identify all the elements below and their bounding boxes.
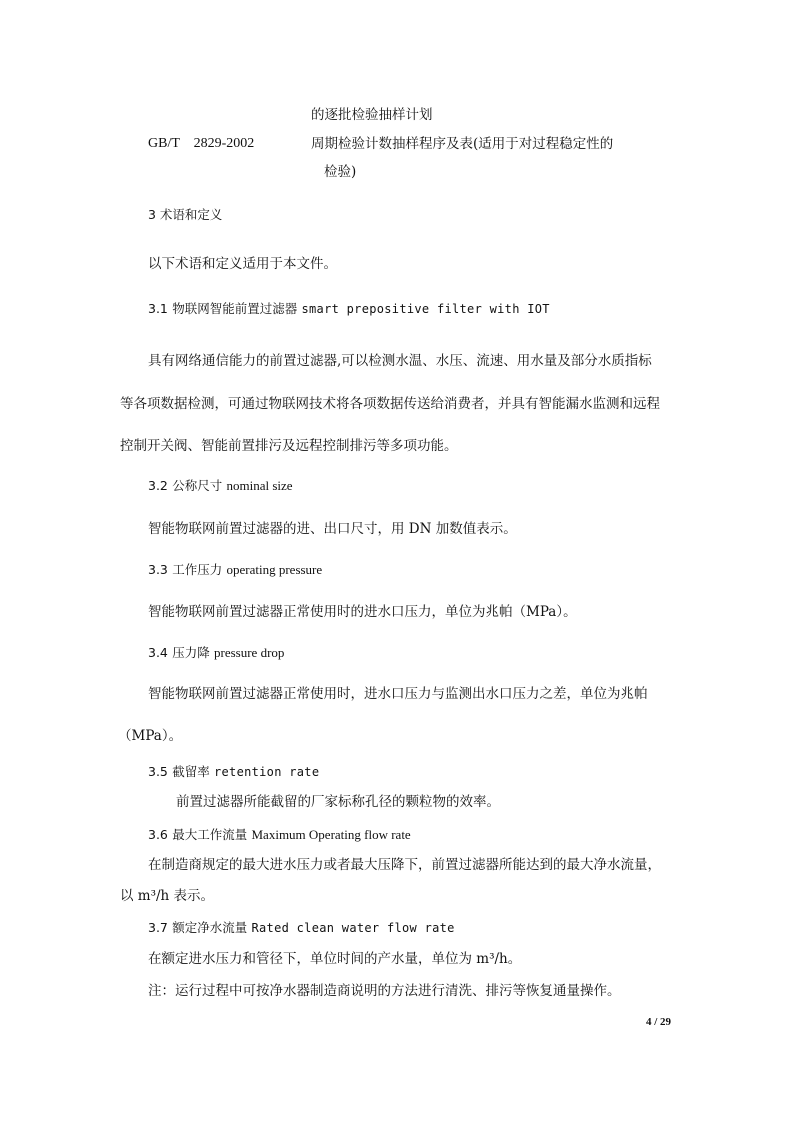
term-3-1-def-line1: 具有网络通信能力的前置过滤器,可以检测水温、水压、流速、用水量及部分水质指标 — [148, 353, 652, 369]
term-3-4-number: 3.4 — [148, 645, 168, 660]
term-3-5-zh: 截留率 — [172, 764, 210, 779]
term-3-7-note: 注：运行过程中可按净水器制造商说明的方法进行清洗、排污等恢复通量操作。 — [148, 983, 621, 999]
term-3-1-heading — [148, 300, 550, 318]
term-3-2-def: 智能物联网前置过滤器的进、出口尺寸，用 DN 加数值表示。 — [148, 521, 517, 537]
section-3-intro: 以下术语和定义适用于本文件。 — [148, 256, 337, 272]
ref-continuation: 的逐批检验抽样计划 — [311, 107, 433, 123]
term-3-1-zh: 物联网智能前置过滤器 — [172, 301, 298, 316]
term-3-3-zh: 工作压力 — [172, 562, 223, 577]
term-3-4-zh: 压力降 — [172, 645, 210, 660]
term-3-5-heading — [148, 763, 319, 781]
term-3-5-def: 前置过滤器所能截留的厂家标称孔径的颗粒物的效率。 — [176, 794, 500, 810]
term-3-4-en: pressure drop — [214, 645, 285, 660]
term-3-2-heading — [148, 477, 293, 495]
term-3-3-en: operating pressure — [226, 562, 323, 577]
term-3-4-def-line2: （MPa）。 — [118, 728, 183, 744]
term-3-1-def-line2: 等各项数据检测，可通过物联网技术将各项数据传送给消费者，并具有智能漏水监测和远程 — [120, 396, 660, 412]
term-3-6-zh: 最大工作流量 — [172, 827, 248, 842]
term-3-3-number: 3.3 — [148, 562, 168, 577]
term-3-7-en: Rated clean water flow rate — [251, 921, 455, 935]
term-3-2-zh: 公称尺寸 — [172, 478, 223, 493]
ref-title-line2: 检验) — [324, 164, 357, 180]
term-3-7-number: 3.7 — [148, 920, 168, 935]
term-3-1-def-line3: 控制开关阀、智能前置排污及远程控制排污等多项功能。 — [120, 438, 458, 454]
term-3-5-en: retention rate — [214, 765, 320, 779]
ref-code: GB/T 2829-2002 — [148, 136, 255, 151]
term-3-2-en: nominal size — [226, 478, 293, 493]
term-3-7-def: 在额定进水压力和管径下，单位时间的产水量，单位为 m³/h。 — [148, 951, 522, 967]
term-3-6-def-line2: 以 m³/h 表示。 — [120, 888, 215, 904]
term-3-7-zh: 额定净水流量 — [172, 920, 248, 935]
term-3-3-def: 智能物联网前置过滤器正常使用时的进水口压力，单位为兆帕（MPa）。 — [148, 604, 577, 620]
term-3-2-number: 3.2 — [148, 478, 168, 493]
section-3-heading: 3 术语和定义 — [148, 207, 223, 222]
ref-title-line1: 周期检验计数抽样程序及表(适用于对过程稳定性的 — [311, 136, 614, 152]
term-3-5-number: 3.5 — [148, 764, 168, 779]
term-3-7-heading — [148, 919, 455, 937]
term-3-6-def-line1: 在制造商规定的最大进水压力或者最大压降下，前置过滤器所能达到的最大净水流量， — [148, 857, 661, 873]
term-3-6-heading — [148, 826, 411, 844]
term-3-6-number: 3.6 — [148, 827, 168, 842]
term-3-4-def-line1: 智能物联网前置过滤器正常使用时，进水口压力与监测出水口压力之差，单位为兆帕 — [148, 686, 648, 702]
term-3-1-number: 3.1 — [148, 301, 168, 316]
page-number: 4 / 29 — [645, 1016, 671, 1028]
term-3-4-heading — [148, 644, 284, 662]
term-3-1-en: smart prepositive filter with IOT — [301, 302, 550, 316]
term-3-6-en: Maximum Operating flow rate — [251, 827, 411, 842]
term-3-3-heading — [148, 561, 322, 579]
